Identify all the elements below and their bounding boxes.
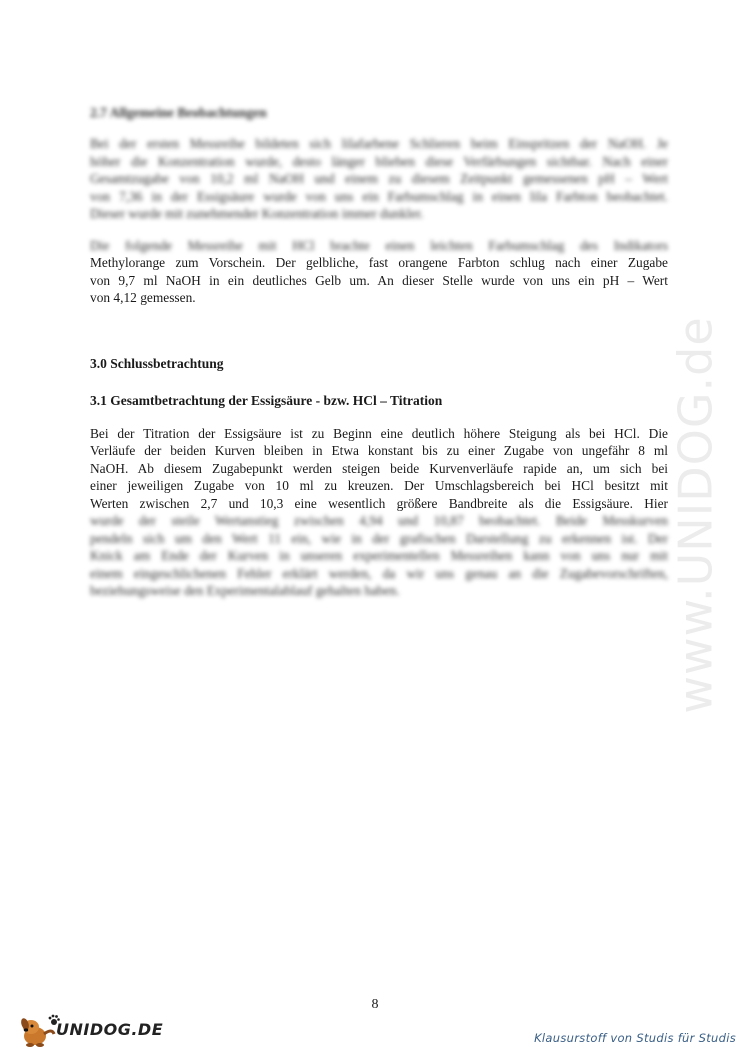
page-content <box>90 104 668 600</box>
text-line: Dieser wurde mit zunehmender Konzentration immer dunkler. <box>90 206 424 221</box>
text-line: Bei der ersten Messreihe bildeten sich lilafarbene Schlieren beim Einspritzen der NaOH. Je <box>90 136 668 151</box>
watermark-text: www.UNIDOG.de <box>669 316 723 714</box>
text-line: von 9,7 ml NaOH in ein deutliches Gelb um. An dieser Stelle wurde von uns ein pH – Wert <box>90 272 668 288</box>
text-line-blurred: Die folgende Messreihe mit HCl brachte einen leichten Farbumschlag des Indikators <box>90 237 668 253</box>
text-line-blurred: pendeln sich um den Wert 11 ein, wie in der grafischen Darstellung zu erkennen ist. Der <box>90 530 668 546</box>
footer-tagline: Klausurstoff von Studis für Studis <box>534 1031 736 1045</box>
text-line-blurred: wurde der steile Wertanstieg zwischen 4,94 und 10,87 beobachtet. Beide Messkurven <box>90 513 668 528</box>
text-line: höher die Konzentration wurde, desto länger blieben diese Verfärbungen sichtbar. Nach einer <box>90 153 668 169</box>
text-line-blurred: einem eingeschlichenen Fehler erklärt werden, da wir uns genau an die Zugabevorschriften, <box>90 565 668 581</box>
text-line: Bei der Titration der Essigsäure ist zu Beginn eine deutlich höhere Steigung als bei HCl. Die <box>90 425 668 441</box>
section-heading-conclusion: 3.0 Schlussbetrachtung <box>90 355 224 371</box>
paragraph-overall <box>90 425 668 600</box>
logo-text: UNIDOG.DE <box>56 1020 164 1039</box>
text-line: Werten zwischen 2,7 und 10,3 eine wesentlich größere Bandbreite als die Essigsäure. Hier <box>90 495 668 511</box>
text-line: Gesamtzugabe von 10,2 ml NaOH und einem zu diesem Zeitpunkt gemessenen pH – Wert <box>90 171 668 186</box>
page-number: 8 <box>371 997 379 1012</box>
section-heading-observations: 2.7 Allgemeine Beobachtungen <box>90 105 267 120</box>
unidog-logo[interactable] <box>18 1014 164 1048</box>
text-line: Verläufe der beiden Kurven bleiben in Etwa konstant bis zu einer Zugabe von ungefähr 8 ml <box>90 443 668 458</box>
paragraph-observations-2 <box>90 237 668 307</box>
paragraph-observations-1 <box>90 135 668 223</box>
text-line-blurred: beziehungsweise den Experimentalablauf gehalten haben. <box>90 583 400 598</box>
text-line: von 7,36 in der Essigsäure wurde von uns ein Farbumschlag in einen lila Farbton beobachtet. <box>90 188 668 204</box>
text-line: Methylorange zum Vorschein. Der gelbliche, fast orangene Farbton schlug nach einer Zugabe <box>90 255 668 270</box>
text-line-blurred: Knick am Ende der Kurven in unseren experimentellen Messreihen kann von uns nur mit <box>90 548 668 563</box>
text-line: von 4,12 gemessen. <box>90 290 196 305</box>
text-line: NaOH. Ab diesem Zugabepunkt werden steigen beide Kurvenverläufe rapide an, um sich bei <box>90 460 668 476</box>
text-line: einer jeweiligen Zugabe von 10 ml zu kreuzen. Der Umschlagsbereich bei HCl besitzt mit <box>90 478 668 493</box>
section-heading-overall: 3.1 Gesamtbetrachtung der Essigsäure - bzw. HCl – Titration <box>90 392 443 408</box>
